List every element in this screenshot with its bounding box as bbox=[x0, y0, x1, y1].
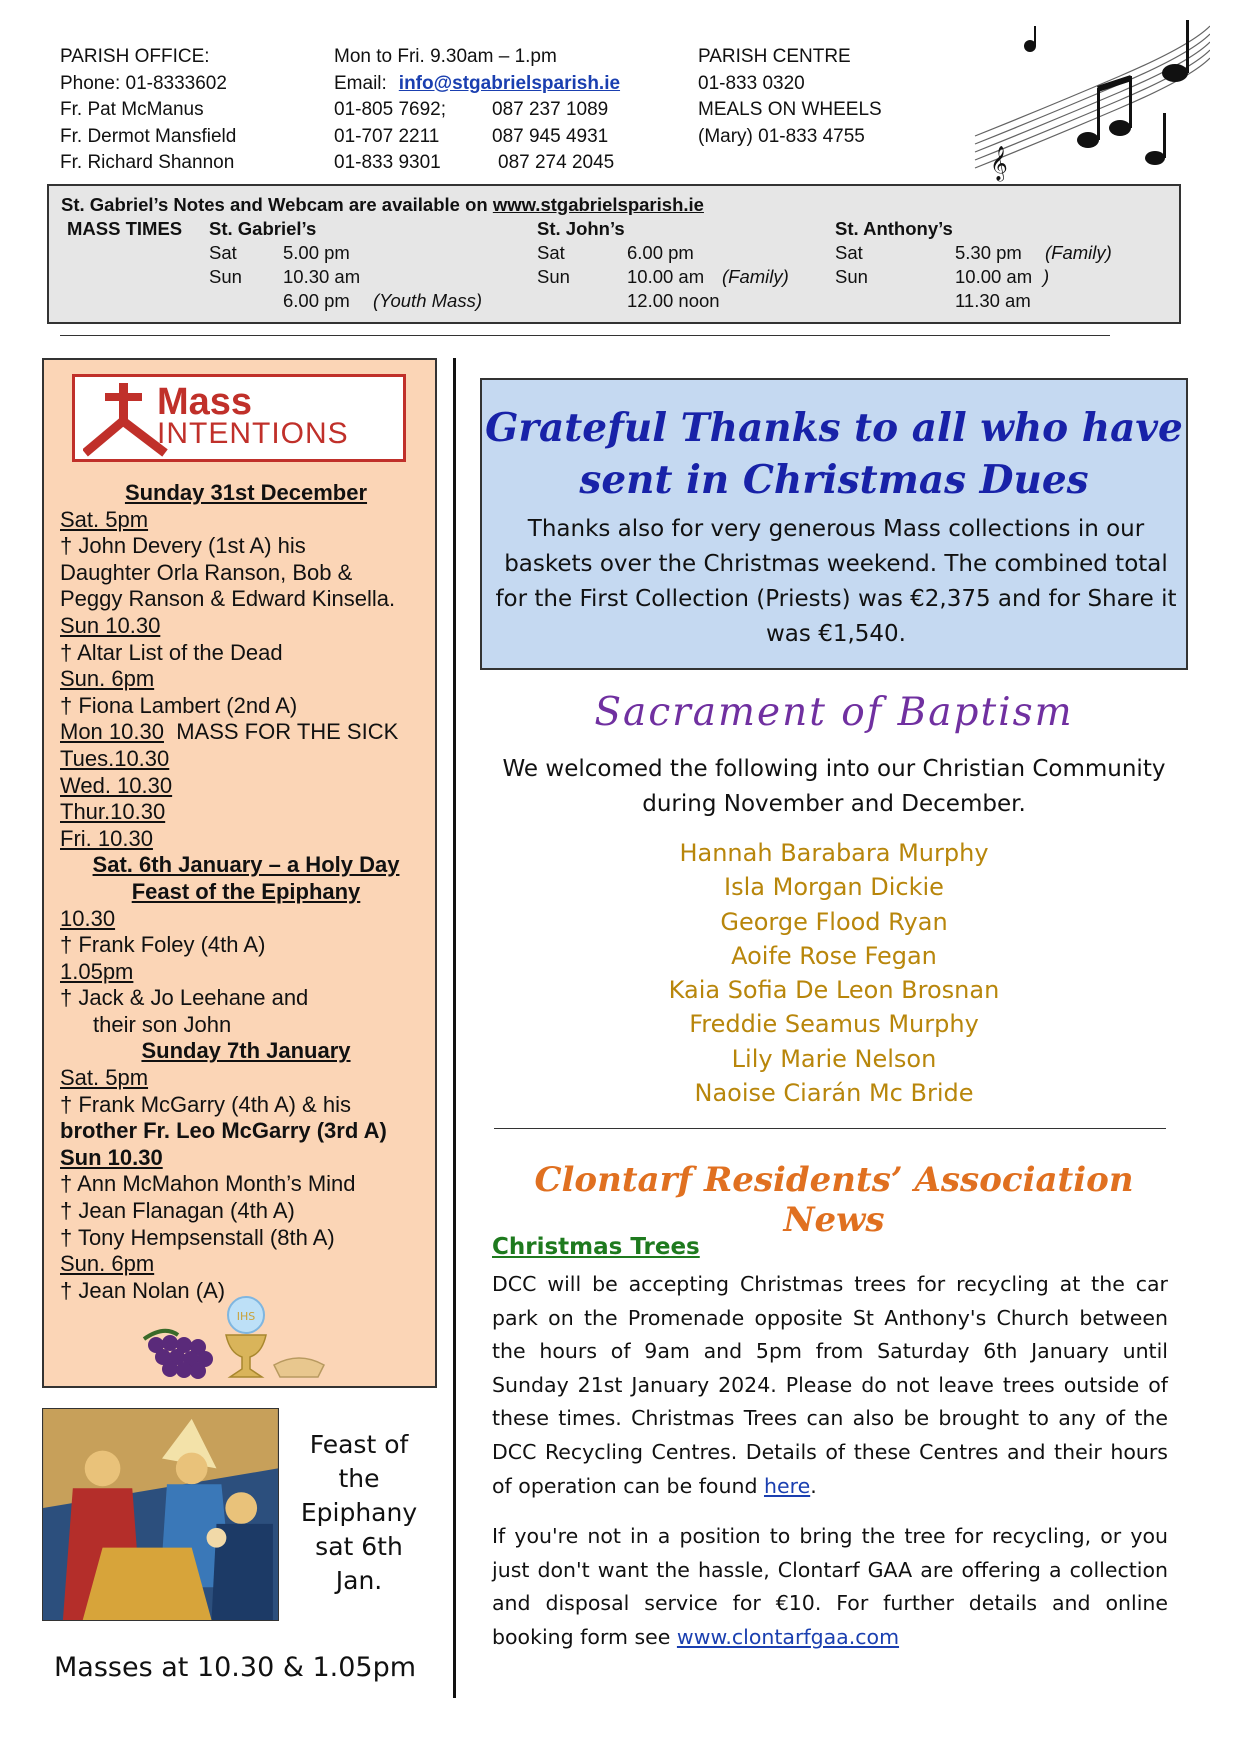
priest-landline: 01-805 7692; bbox=[334, 99, 446, 120]
mass-time: 10.30 am bbox=[283, 266, 361, 287]
intention-time: Sun 10.30 bbox=[60, 1144, 163, 1170]
intention-time: Sun 10.30 bbox=[60, 612, 161, 638]
epiphany-caption bbox=[296, 1428, 422, 1598]
paragraph-end: . bbox=[810, 1473, 817, 1498]
thanks-body: Thanks also for very generous Mass collections in our baskets over the Christmas weekend. The combined total for the First Collection (Priests) was €2,375 and for Share it was €1,540. bbox=[495, 516, 1177, 647]
office-label: PARISH OFFICE: bbox=[60, 46, 210, 67]
parish-office-block bbox=[60, 44, 236, 177]
baptism-name: Isla Morgan Dickie bbox=[724, 873, 944, 902]
intention-line: † Altar List of the Dead bbox=[60, 639, 283, 665]
paragraph-text: DCC will be accepting Christmas trees for recycling at the car park on the Promenade opposite St Anthony's Church between the hours of 9am and 5pm from Saturday 6th January until Sunday 21st January 2024. Please do not leave trees outside of these times. Christmas Trees can also be brought to any of the DCC Recycling Centres. Details of these Centres and their hours of operation can be found bbox=[492, 1272, 1168, 1498]
intention-time: Sun. 6pm bbox=[60, 666, 155, 692]
baptism-name: Kaia Sofia De Leon Brosnan bbox=[668, 976, 1000, 1005]
thanks-title bbox=[482, 402, 1186, 506]
mass-times-label: MASS TIMES bbox=[67, 218, 183, 239]
mass-intentions-panel bbox=[42, 358, 437, 1388]
intention-date-heading: Sunday 31st December bbox=[124, 480, 368, 505]
mass-intentions-logo bbox=[72, 374, 406, 462]
clontarf-gaa-link[interactable]: www.clontarfgaa.com bbox=[676, 1624, 900, 1649]
priest-mobile: 087 237 1089 bbox=[492, 99, 609, 120]
epiphany-icon-image bbox=[42, 1408, 279, 1621]
residents-title: Clontarf Residents’ Association News bbox=[534, 1160, 1134, 1240]
mass-time: 12.00 noon bbox=[627, 290, 720, 311]
priest-name: Fr. Pat McManus bbox=[60, 99, 204, 120]
priest-mobile: 087 274 2045 bbox=[498, 152, 615, 173]
baptism-name: Freddie Seamus Murphy bbox=[689, 1010, 979, 1039]
christmas-trees-paragraph bbox=[492, 1268, 1168, 1503]
baptism-name: Lily Marie Nelson bbox=[731, 1044, 937, 1073]
column-divider bbox=[453, 358, 456, 1698]
chalice-mark: IHS bbox=[236, 1310, 256, 1323]
intention-line: Peggy Ranson & Edward Kinsella. bbox=[60, 586, 396, 612]
intention-line: † Ann McMahon Month’s Mind bbox=[60, 1171, 356, 1197]
mass-time: 10.00 am bbox=[627, 266, 705, 287]
intention-time: Sun. 6pm bbox=[60, 1251, 155, 1277]
intentions-list bbox=[60, 480, 432, 1304]
caption-line: sat 6th bbox=[315, 1532, 403, 1561]
mass-time: 6.00 pm bbox=[283, 290, 350, 311]
mass-times-box bbox=[47, 184, 1181, 324]
svg-text:𝄞: 𝄞 bbox=[990, 146, 1008, 181]
website-link[interactable]: www.stgabrielsparish.ie bbox=[492, 194, 704, 215]
caption-line: Jan. bbox=[335, 1566, 383, 1595]
church-name: St. Gabriel’s bbox=[209, 218, 317, 239]
chalice-grapes-image bbox=[104, 1295, 344, 1383]
baptism-name: George Flood Ryan bbox=[720, 907, 948, 936]
here-link[interactable]: here bbox=[763, 1473, 811, 1498]
paragraph-text: If you're not in a position to bring the tree for recycling, or you just don't want the hassle, Clontarf GAA are offering a collection and disposal service for €10. For further details and online booking form see bbox=[492, 1524, 1168, 1649]
intention-time: Fri. 10.30 bbox=[60, 825, 153, 851]
intention-line: their son John bbox=[93, 1011, 232, 1037]
logo-word-mass: Mass bbox=[157, 381, 253, 423]
intention-time: Sat. 5pm bbox=[60, 506, 149, 532]
thanks-title-line: sent in Christmas Dues bbox=[579, 457, 1089, 503]
intention-line: † Jean Nolan (A) bbox=[60, 1277, 226, 1303]
divider bbox=[60, 335, 1110, 336]
intention-line: † Tony Hempsenstall (8th A) bbox=[60, 1224, 335, 1250]
caption-line: Epiphany bbox=[300, 1498, 418, 1527]
mass-note: ) bbox=[1043, 266, 1050, 287]
intention-time: Thur.10.30 bbox=[60, 799, 166, 825]
mass-day: Sat bbox=[835, 242, 863, 263]
intention-line: † Fiona Lambert (2nd A) bbox=[60, 692, 298, 718]
divider bbox=[494, 1128, 1166, 1129]
parish-centre-block bbox=[698, 44, 882, 150]
intention-line: Daughter Orla Ranson, Bob & bbox=[60, 559, 353, 585]
caption-line: the bbox=[338, 1464, 380, 1493]
thanks-title-line: Grateful Thanks to all who have bbox=[485, 405, 1183, 451]
office-hours: Mon to Fri. 9.30am – 1.pm bbox=[334, 46, 557, 67]
intention-date-heading: Feast of the Epiphany bbox=[131, 878, 361, 904]
music-notes-image bbox=[970, 18, 1210, 183]
mass-day: Sat bbox=[537, 242, 565, 263]
intention-time: 1.05pm bbox=[60, 958, 134, 984]
centre-label: PARISH CENTRE bbox=[698, 46, 851, 67]
baptism-name: Naoise Ciarán Mc Bride bbox=[694, 1079, 974, 1108]
priest-landline: 01-707 2211 bbox=[334, 125, 440, 147]
mass-time: 5.30 pm bbox=[955, 242, 1022, 263]
priest-landline: 01-833 9301 bbox=[334, 152, 441, 173]
church-name: St. Anthony’s bbox=[835, 218, 953, 239]
gaa-collection-paragraph bbox=[492, 1520, 1168, 1654]
logo-word-intentions: INTENTIONS bbox=[157, 417, 349, 450]
intention-line: brother Fr. Leo McGarry (3rd A) bbox=[60, 1118, 387, 1144]
baptism-name: Hannah Barabara Murphy bbox=[679, 839, 989, 867]
baptism-intro: We welcomed the following into our Christian Community during November and December. bbox=[502, 756, 1166, 817]
intention-time: Sat. 5pm bbox=[60, 1065, 149, 1091]
church-name: St. John’s bbox=[537, 218, 625, 239]
intention-time: Mon 10.30 bbox=[60, 719, 164, 745]
intention-date-heading: Sunday 7th January bbox=[141, 1038, 351, 1064]
intention-line: † Frank McGarry (4th A) & his bbox=[60, 1091, 351, 1117]
mass-note: (Family) bbox=[722, 266, 789, 287]
mass-time: 10.00 am bbox=[955, 266, 1033, 287]
mass-day: Sun bbox=[209, 266, 242, 287]
intention-date-heading: Sat. 6th January – a Holy Day bbox=[92, 852, 400, 878]
email-link[interactable]: info@stgabrielsparish.ie bbox=[398, 72, 621, 94]
centre-phone: 01-833 0320 bbox=[698, 72, 805, 94]
meals-contact: (Mary) 01-833 4755 bbox=[698, 125, 865, 147]
intention-line: MASS FOR THE SICK bbox=[176, 719, 399, 745]
intention-time: Wed. 10.30 bbox=[60, 772, 173, 798]
mass-note: (Family) bbox=[1045, 242, 1112, 263]
mobile-block bbox=[492, 97, 614, 177]
mass-note: (Youth Mass) bbox=[373, 290, 482, 311]
priest-mobile: 087 945 4931 bbox=[492, 125, 609, 147]
mass-day: Sun bbox=[835, 266, 868, 287]
mass-day: Sat bbox=[209, 242, 237, 263]
epiphany-mass-times: Masses at 10.30 & 1.05pm bbox=[54, 1652, 417, 1683]
mass-day: Sun bbox=[537, 266, 570, 287]
notes-text: St. Gabriel’s Notes and Webcam are available on bbox=[61, 194, 493, 215]
meals-label: MEALS ON WHEELS bbox=[698, 99, 882, 120]
intention-line: † Jean Flanagan (4th A) bbox=[60, 1198, 295, 1224]
notes-notice bbox=[61, 194, 704, 216]
intention-time: 10.30 bbox=[60, 905, 116, 931]
office-phone: Phone: 01-8333602 bbox=[60, 72, 227, 94]
baptism-name: Aoife Rose Fegan bbox=[731, 941, 937, 970]
priest-name: Fr. Richard Shannon bbox=[60, 152, 235, 173]
intention-line: † John Devery (1st A) his bbox=[60, 533, 306, 559]
intention-time: Tues.10.30 bbox=[60, 745, 170, 771]
email-label: Email: bbox=[334, 72, 387, 94]
email-row bbox=[334, 71, 620, 98]
mass-time: 5.00 pm bbox=[283, 242, 350, 263]
priest-name: Fr. Dermot Mansfield bbox=[60, 125, 237, 147]
intention-line: † Jack & Jo Leehane and bbox=[60, 985, 309, 1011]
caption-line: Feast of bbox=[309, 1430, 409, 1459]
baptism-names-list bbox=[480, 836, 1188, 1110]
mass-time: 6.00 pm bbox=[627, 242, 694, 263]
thanks-box bbox=[480, 378, 1188, 670]
baptism-title: Sacrament of Baptism bbox=[594, 690, 1074, 735]
mass-time: 11.30 am bbox=[955, 290, 1031, 311]
intention-line: † Frank Foley (4th A) bbox=[60, 932, 266, 958]
christmas-trees-heading: Christmas Trees bbox=[492, 1234, 700, 1260]
